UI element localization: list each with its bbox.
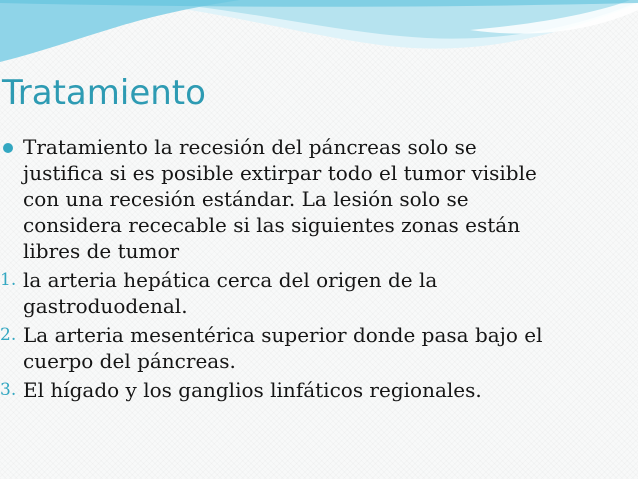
item-number: 3. (0, 380, 17, 400)
slide-content (0, 134, 600, 403)
bullet-line: considera rececable si las siguientes zonas están (23, 213, 521, 237)
numbered-item-1 (0, 267, 600, 319)
item-line: gastroduodenal. (23, 294, 188, 318)
item-line: El hígado y los ganglios linfáticos regionales. (23, 378, 482, 402)
bullet-line: con una recesión estándar. La lesión solo se (23, 187, 469, 211)
item-number: 1. (0, 270, 17, 290)
bullet-line: libres de tumor (23, 239, 180, 263)
numbered-item-3 (0, 377, 600, 403)
item-line: La arteria mesentérica superior donde pasa bajo el (23, 323, 543, 347)
item-number: 2. (0, 325, 17, 345)
numbered-item-2 (0, 322, 600, 374)
slide-title: Tratamiento (2, 73, 206, 113)
bullet-paragraph (0, 134, 600, 264)
bullet-line: justifica si es posible extirpar todo el tumor visible (23, 161, 537, 185)
bullet-dot-icon (3, 143, 13, 153)
bullet-line: Tratamiento la recesión del páncreas solo se (23, 135, 477, 159)
item-line: cuerpo del páncreas. (23, 349, 236, 373)
item-line: la arteria hepática cerca del origen de la (23, 268, 438, 292)
header-wave-decoration (0, 0, 638, 70)
